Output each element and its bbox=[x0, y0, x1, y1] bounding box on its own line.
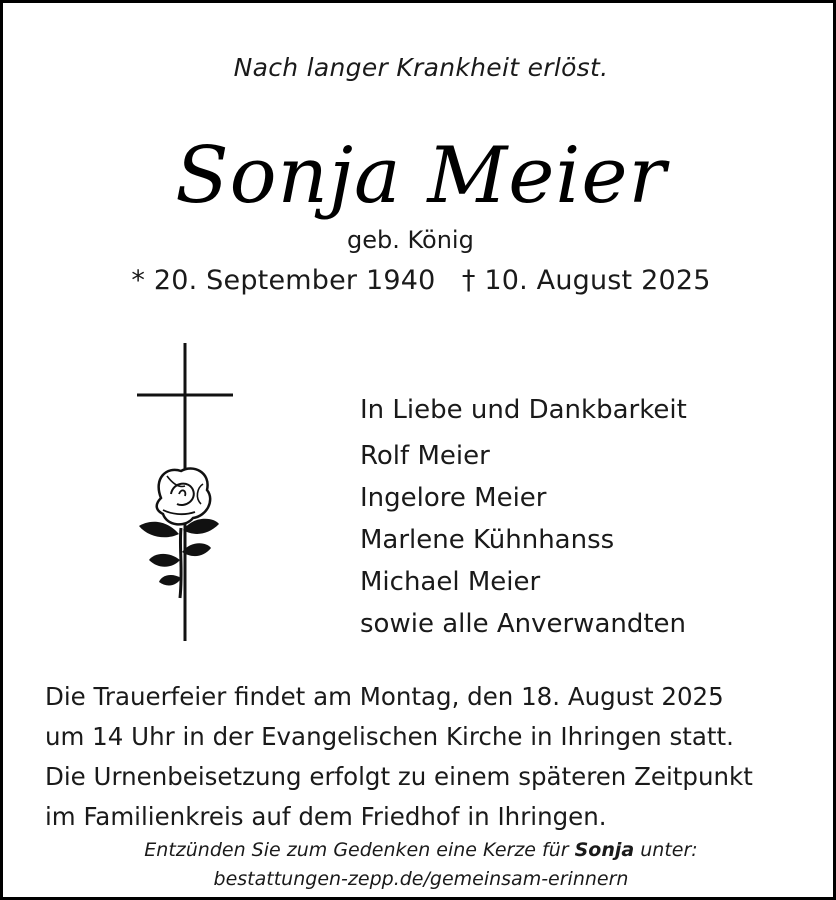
mourner-name: sowie alle Anverwandten bbox=[360, 609, 687, 639]
mourner-name: Marlene Kühnhanss bbox=[360, 525, 615, 555]
mourners-heading: In Liebe und Dankbarkeit bbox=[360, 395, 687, 425]
ceremony-line: Die Trauerfeier findet am Montag, den 18. August 2025 bbox=[45, 682, 724, 711]
candle-suffix: unter: bbox=[634, 839, 698, 861]
mourner-name: Rolf Meier bbox=[360, 441, 490, 471]
cross-with-rose-icon bbox=[123, 338, 243, 648]
candle-name: Sonja bbox=[574, 839, 635, 861]
candle-prefix: Entzünden Sie zum Gedenken eine Kerze für bbox=[144, 839, 575, 861]
ceremony-details bbox=[45, 677, 805, 837]
mourners-block bbox=[360, 395, 687, 645]
mourner-name: Michael Meier bbox=[360, 567, 541, 597]
deceased-name: Sonja Meier bbox=[175, 131, 667, 221]
mourner-name: Ingelore Meier bbox=[360, 483, 547, 513]
life-dates: * 20. September 1940 † 10. August 2025 bbox=[131, 265, 711, 296]
birth-name: geb. König bbox=[347, 226, 474, 254]
ceremony-line: im Familienkreis auf dem Friedhof in Ihringen. bbox=[45, 802, 607, 831]
ceremony-line: Die Urnenbeisetzung erfolgt zu einem späteren Zeitpunkt bbox=[45, 762, 753, 791]
ceremony-line: um 14 Uhr in der Evangelischen Kirche in Ihringen statt. bbox=[45, 722, 734, 751]
intro-text: Nach langer Krankheit erlöst. bbox=[233, 53, 609, 82]
candle-invitation bbox=[3, 839, 836, 861]
memorial-url[interactable]: bestattungen-zepp.de/gemeinsam-erinnern bbox=[213, 868, 629, 890]
